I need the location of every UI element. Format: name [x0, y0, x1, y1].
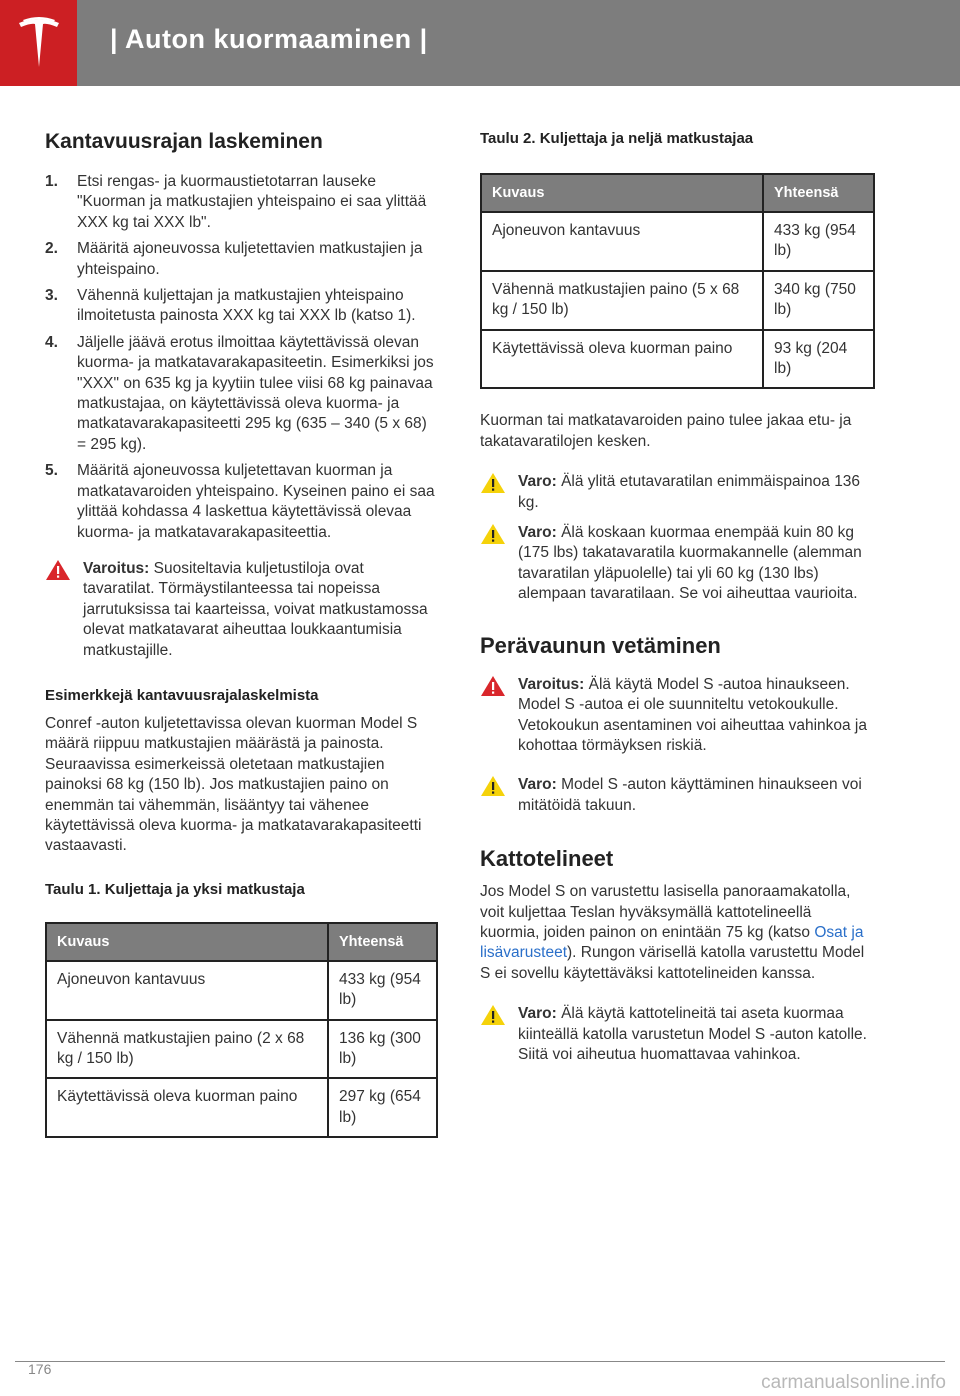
table-cell: Käytettävissä oleva kuorman paino — [481, 330, 763, 389]
step-text: Määritä ajoneuvossa kuljetettavien matkustajien ja yhteispaino. — [77, 240, 423, 278]
page-number: 176 — [28, 1361, 52, 1377]
steps-list — [45, 172, 438, 543]
roof-text — [480, 882, 875, 984]
warning-icon — [480, 675, 506, 697]
table-header-row — [46, 923, 437, 961]
table-2 — [480, 173, 875, 389]
warning-note — [480, 675, 875, 757]
left-column — [45, 130, 438, 1138]
table-cell: 93 kg (204 lb) — [763, 330, 874, 389]
step-text: Määritä ajoneuvossa kuljetettavan kuorman ja matkatavaroiden yhteispaino. Kyseinen paino ei saa ylittää kohdassa 4 laskettua käytettävissä olevaa kuorma- ja matkatavarakapasiteettia. — [77, 462, 435, 541]
step-number: 4. — [45, 333, 58, 351]
footer-divider — [15, 1361, 945, 1362]
caution-label: Varo: — [518, 1005, 557, 1023]
warning-icon — [45, 559, 71, 581]
caution-note — [480, 775, 875, 816]
caution-label: Varo: — [518, 776, 557, 794]
list-item — [45, 172, 438, 233]
table-cell: Ajoneuvon kantavuus — [46, 961, 328, 1020]
step-text: Jäljelle jäävä erotus ilmoittaa käytettävissä olevan kuorma- ja matkatavarakapasiteetin. Esimerkiksi jos "XXX" on 635 kg ja kyytiin tulee viisi 68 kg painavaa matkustajaa, on käytettävissä oleva kuorma- ja matkatavarakapasiteetti 295 kg (635 – 340 (5 x 68) = 295 kg). — [77, 333, 434, 453]
step-text: Etsi rengas- ja kuormaustietotarran lauseke "Kuorman ja matkustajien yhteispaino ei saa ylittää XXX kg tai XXX lb". — [77, 173, 427, 231]
list-item — [45, 461, 438, 543]
watermark: carmanualsonline.info — [761, 1372, 946, 1393]
examples-title: Esimerkkejä kantavuusrajalaskelmista — [45, 686, 319, 704]
tesla-logo-icon — [17, 17, 61, 69]
list-item — [45, 239, 438, 280]
list-item — [45, 333, 438, 455]
table2-title: Taulu 2. Kuljettaja ja neljä matkustajaa — [480, 130, 754, 147]
section-title-towing: Perävaunun vetäminen — [480, 632, 721, 658]
table-cell: Käytettävissä oleva kuorman paino — [46, 1078, 328, 1137]
caution-text: Älä koskaan kuormaa enempää kuin 80 kg (175 lbs) takatavaratila kuormakannelle (alemman tavaratilan yläpuolelle) tai yli 60 kg (130 lbs) alempaan tavaratilaan. Se voi aiheuttaa vaurioita. — [518, 524, 862, 603]
caution-label: Varo: — [518, 524, 557, 542]
table-cell: 297 kg (654 lb) — [328, 1078, 437, 1137]
roof-text-part: Jos Model S on varustettu lasisella panoraamakatolla, voit kuljettaa Teslan hyväksymällä kattotelineellä kuormia, joiden painon on enintään 75 kg (katso — [480, 883, 851, 941]
caution-note — [480, 1004, 875, 1065]
table-cell: 340 kg (750 lb) — [763, 271, 874, 330]
table1-title: Taulu 1. Kuljettaja ja yksi matkustaja — [45, 880, 305, 898]
right-column — [480, 130, 875, 1065]
table-row — [46, 1078, 437, 1137]
table-cell: Vähennä matkustajien paino (2 x 68 kg / 150 lb) — [46, 1020, 328, 1079]
page-title: | Auton kuormaaminen | — [110, 24, 428, 54]
table-cell: 136 kg (300 lb) — [328, 1020, 437, 1079]
table-row — [481, 212, 874, 271]
caution-icon — [480, 1004, 506, 1026]
step-number: 5. — [45, 462, 58, 480]
table-row — [481, 330, 874, 389]
step-number: 1. — [45, 173, 58, 190]
caution-icon — [480, 472, 506, 494]
table-row — [481, 271, 874, 330]
warning-label: Varoitus: — [518, 675, 585, 693]
warning-label: Varoitus: — [83, 559, 150, 577]
table-header-row — [481, 174, 874, 212]
column-header: Yhteensä — [763, 174, 874, 212]
list-item — [45, 286, 438, 327]
tesla-logo — [0, 0, 77, 86]
table-cell: 433 kg (954 lb) — [328, 961, 437, 1020]
parts-accessories-link[interactable]: Osat ja lisävarusteet — [480, 923, 864, 962]
caution-note — [480, 472, 875, 513]
caution-text: Älä ylitä etutavaratilan enimmäispainoa 136 kg. — [518, 473, 861, 511]
warning-text: Älä käytä Model S -autoa hinaukseen. Model S -autoa ei ole suunniteltu vetokoukulle. Vetokoukun asentaminen voi aiheuttaa vahinkoa ja kohottaa törmäyksen riskiä. — [518, 675, 867, 754]
section-title-roof-racks: Kattotelineet — [480, 846, 614, 872]
section-title-load-limit: Kantavuusrajan laskeminen — [45, 130, 323, 153]
table-1 — [45, 922, 438, 1138]
column-header: Yhteensä — [328, 923, 437, 961]
table-row — [46, 1020, 437, 1079]
step-text: Vähennä kuljettajan ja matkustajien yhteispaino ilmoitetusta painosta XXX kg tai XXX lb (katso 1). — [77, 287, 416, 325]
page-header — [0, 0, 960, 86]
caution-text: Model S -auton käyttäminen hinaukseen voi mitätöidä takuun. — [518, 776, 862, 814]
caution-note — [480, 523, 875, 605]
warning-text: Suositeltavia kuljetustiloja ovat tavaratilat. Törmäystilanteessa tai nopeissa jarrutuksissa tai kaarteissa, voivat matkustamossa olevat matkatavarat aiheuttaa loukkaantumisia matkustajille. — [83, 559, 428, 659]
table-cell: Ajoneuvon kantavuus — [481, 212, 763, 271]
column-header: Kuvaus — [481, 174, 763, 212]
column-header: Kuvaus — [46, 923, 328, 961]
distribute-text: Kuorman tai matkatavaroiden paino tulee jakaa etu- ja takatavaratilojen kesken. — [480, 412, 852, 450]
caution-label: Varo: — [518, 473, 557, 491]
caution-icon — [480, 775, 506, 797]
step-number: 2. — [45, 240, 58, 258]
step-number: 3. — [45, 287, 58, 305]
table-cell: Vähennä matkustajien paino (5 x 68 kg / 150 lb) — [481, 271, 763, 330]
examples-text: Conref -auton kuljetettavissa olevan kuorman Model S määrä riippuu matkustajien määrästä ja painosta. Seuraavissa esimerkeissä oletetaan matkustajien painoksi 68 kg (150 lb). Jos matkustajien paino on enemmän tai vähemmän, lisääntyy tai vähenee käytettävissä oleva kuorma- ja matkatavarakapasiteetti vastaavasti. — [45, 714, 422, 855]
roof-text-part: ). Rungon värisellä katolla varustettu Model S ei sovellu käytettäväksi kattotelineiden kanssa. — [480, 944, 865, 982]
caution-text: Älä käytä kattotelineitä tai aseta kuormaa kiinteällä katolla varustetun Model S -auton katolle. Siitä voi aiheutua huomattavaa vahinkoa. — [518, 1005, 867, 1063]
caution-icon — [480, 523, 506, 545]
table-cell: 433 kg (954 lb) — [763, 212, 874, 271]
table-row — [46, 961, 437, 1020]
warning-note — [45, 559, 438, 661]
